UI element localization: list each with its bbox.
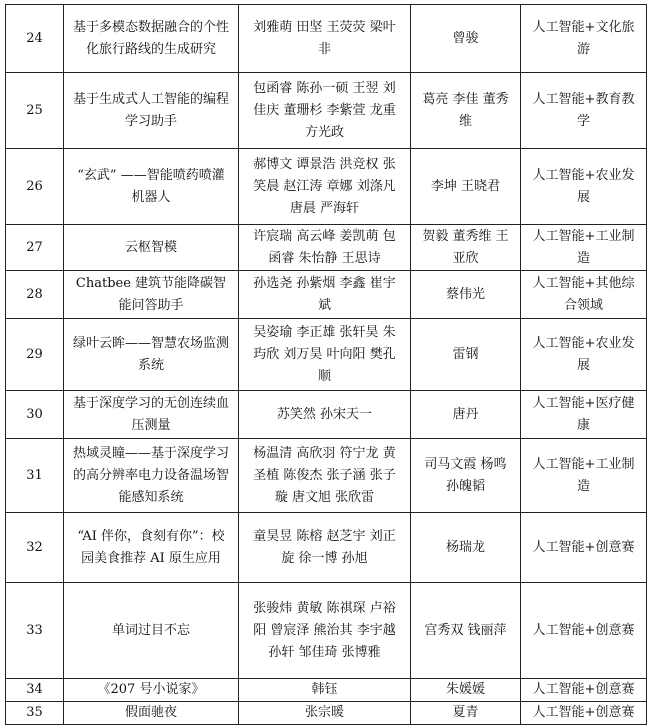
project-title: 基于多模态数据融合的个性化旅行路线的生成研究 [64, 5, 239, 73]
advisor: 曾骏 [411, 5, 521, 73]
project-title: 云枢智模 [64, 225, 239, 271]
project-title: 热域灵瞳——基于深度学习的高分辨率电力设备温场智能感知系统 [64, 439, 239, 513]
team-members: 孙选尧 孙紫烟 李鑫 崔宇斌 [239, 271, 411, 319]
row-number: 26 [6, 149, 64, 225]
row-number: 30 [6, 391, 64, 439]
table-row [6, 679, 647, 702]
advisor: 杨瑞龙 [411, 513, 521, 583]
table-row [6, 149, 647, 225]
table-row [6, 702, 647, 725]
category: 人工智能+其他综合领域 [521, 271, 647, 319]
project-title: 单词过目不忘 [64, 583, 239, 679]
project-title: 《207 号小说家》 [64, 679, 239, 702]
advisor: 李坤 王晓君 [411, 149, 521, 225]
category: 人工智能+医疗健康 [521, 391, 647, 439]
team-members: 韩钰 [239, 679, 411, 702]
table-row [6, 583, 647, 679]
row-number: 25 [6, 73, 64, 149]
team-members: 包函睿 陈孙一硕 王翌 刘佳庆 董珊杉 李紫萱 龙重 方光政 [239, 73, 411, 149]
project-title: 绿叶云眸——智慧农场监测系统 [64, 319, 239, 391]
row-number: 24 [6, 5, 64, 73]
team-members: 张宗暖 [239, 702, 411, 725]
project-title: Chatbee 建筑节能降碳智能问答助手 [64, 271, 239, 319]
category: 人工智能+创意赛 [521, 583, 647, 679]
table-row [6, 439, 647, 513]
category: 人工智能+创意赛 [521, 702, 647, 725]
project-title: “玄武” ——智能喷药喷灌机器人 [64, 149, 239, 225]
project-title: “AI 伴你，食刻有你”：校园美食推荐 AI 原生应用 [64, 513, 239, 583]
advisor: 蔡伟光 [411, 271, 521, 319]
category: 人工智能+文化旅游 [521, 5, 647, 73]
category: 人工智能+创意赛 [521, 513, 647, 583]
category: 人工智能+工业制造 [521, 225, 647, 271]
table-row [6, 5, 647, 73]
category: 人工智能+教育教学 [521, 73, 647, 149]
team-members: 刘雅萌 田坚 王荧荧 梁叶非 [239, 5, 411, 73]
advisor: 唐丹 [411, 391, 521, 439]
category: 人工智能+工业制造 [521, 439, 647, 513]
project-title: 假面驰夜 [64, 702, 239, 725]
advisor: 贺毅 董秀维 王亚欣 [411, 225, 521, 271]
team-members: 杨温清 高欣羽 符宁龙 黄圣植 陈俊杰 张子涵 张子璇 唐文旭 张欣雷 [239, 439, 411, 513]
team-members: 郝博文 谭景浩 洪竞权 张笑晨 赵江涛 章娜 刘涤凡 唐晨 严海轩 [239, 149, 411, 225]
advisor: 夏青 [411, 702, 521, 725]
advisor: 宫秀双 钱丽萍 [411, 583, 521, 679]
table-row [6, 513, 647, 583]
table-row [6, 391, 647, 439]
team-members: 苏笑然 孙宋天一 [239, 391, 411, 439]
table-row [6, 319, 647, 391]
category: 人工智能+农业发展 [521, 319, 647, 391]
table-row [6, 271, 647, 319]
category: 人工智能+创意赛 [521, 679, 647, 702]
advisor: 司马文霞 杨鸣 孙魄韬 [411, 439, 521, 513]
row-number: 29 [6, 319, 64, 391]
category: 人工智能+农业发展 [521, 149, 647, 225]
row-number: 33 [6, 583, 64, 679]
row-number: 28 [6, 271, 64, 319]
team-members: 童昊昱 陈榕 赵芝宇 刘正旋 徐一博 孙旭 [239, 513, 411, 583]
team-members: 吴姿瑜 李正雄 张轩昊 朱玙欣 刘万昊 叶向阳 樊孔顺 [239, 319, 411, 391]
advisor: 雷钢 [411, 319, 521, 391]
row-number: 32 [6, 513, 64, 583]
project-table [5, 4, 647, 725]
project-title: 基于深度学习的无创连续血压测量 [64, 391, 239, 439]
row-number: 34 [6, 679, 64, 702]
table-row [6, 225, 647, 271]
advisor: 葛亮 李佳 董秀维 [411, 73, 521, 149]
table-row [6, 73, 647, 149]
row-number: 27 [6, 225, 64, 271]
team-members: 许宸瑞 高云峰 姜凯萌 包函睿 朱怡静 王思诗 [239, 225, 411, 271]
advisor: 朱媛媛 [411, 679, 521, 702]
project-title: 基于生成式人工智能的编程学习助手 [64, 73, 239, 149]
team-members: 张骏炜 黄敏 陈祺琛 卢裕阳 曾宸泽 熊治其 李宇越 孙轩 邹佳琦 张博雅 [239, 583, 411, 679]
row-number: 35 [6, 702, 64, 725]
row-number: 31 [6, 439, 64, 513]
